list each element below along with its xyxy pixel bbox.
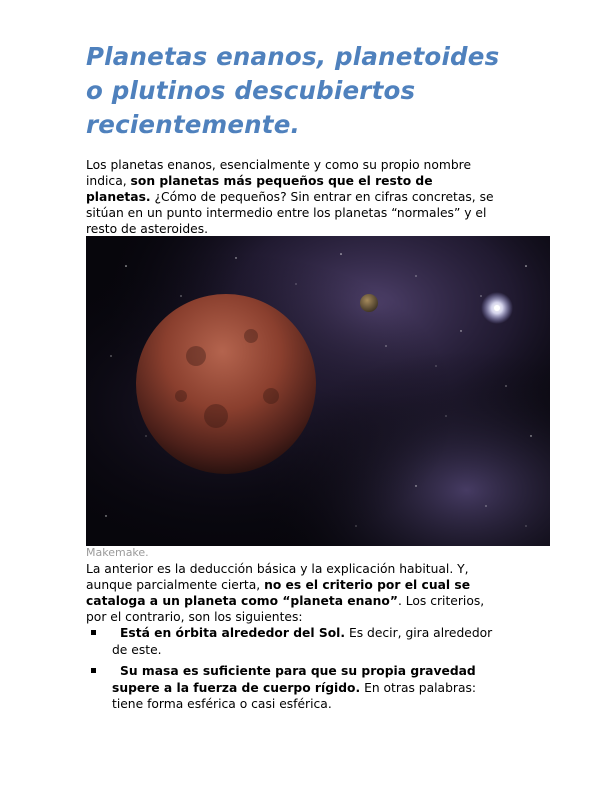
- text-line: [86, 593, 556, 609]
- text-line: [86, 189, 556, 205]
- body-paragraph: [86, 561, 556, 625]
- text-line: Los planetas enanos, esencialmente y como su propio nombre: [86, 158, 472, 172]
- text-line: [112, 625, 556, 642]
- figure-caption: Makemake.: [86, 546, 149, 559]
- text-line: [112, 663, 556, 680]
- bold-text: Está en órbita alrededor del Sol.: [120, 626, 346, 640]
- text-line: tiene forma esférica o casi esférica.: [112, 697, 332, 711]
- list-item: [86, 663, 556, 713]
- dwarf-planet-space-illustration: [86, 236, 550, 546]
- title-line: Planetas enanos, planetoides: [86, 42, 500, 71]
- page-title: [86, 40, 556, 142]
- criteria-list: [86, 625, 556, 718]
- bullet-square-icon: [91, 668, 96, 673]
- text-run: En otras palabras:: [360, 680, 477, 695]
- bold-text: son planetas más pequeños que el resto de: [130, 174, 433, 188]
- list-item: [86, 625, 556, 658]
- text-run: indica,: [86, 174, 131, 188]
- bold-text: cataloga a un planeta como “planeta enano”: [86, 594, 398, 608]
- bold-text: supere a la fuerza de cuerpo rígido.: [112, 680, 361, 695]
- bold-text: planetas.: [86, 190, 151, 204]
- bold-text: no es el criterio por el cual se: [264, 578, 471, 592]
- text-line: [86, 173, 556, 189]
- text-run: aunque parcialmente cierta,: [86, 578, 265, 592]
- text-line: resto de asteroides.: [86, 222, 209, 236]
- text-line: sitúan en un punto intermedio entre los planetas “normales” y el: [86, 206, 487, 220]
- makemake-image: [86, 236, 550, 546]
- text-line: La anterior es la deducción básica y la explicación habitual. Y,: [86, 562, 469, 576]
- title-line: o plutinos descubiertos: [86, 76, 416, 105]
- bold-text: Su masa es suficiente para que su propia gravedad: [120, 664, 476, 678]
- title-line: recientemente.: [86, 110, 301, 139]
- text-line: por el contrario, son los siguientes:: [86, 610, 303, 624]
- text-line: [112, 680, 556, 697]
- text-run: . Los criterios,: [397, 594, 485, 608]
- text-line: de este.: [112, 642, 162, 657]
- bullet-square-icon: [91, 630, 96, 635]
- text-run: ¿Cómo de pequeños? Sin entrar en cifras concretas, se: [150, 190, 494, 204]
- text-line: [86, 577, 556, 593]
- text-run: Es decir, gira alrededor: [345, 626, 493, 640]
- intro-paragraph: [86, 157, 556, 237]
